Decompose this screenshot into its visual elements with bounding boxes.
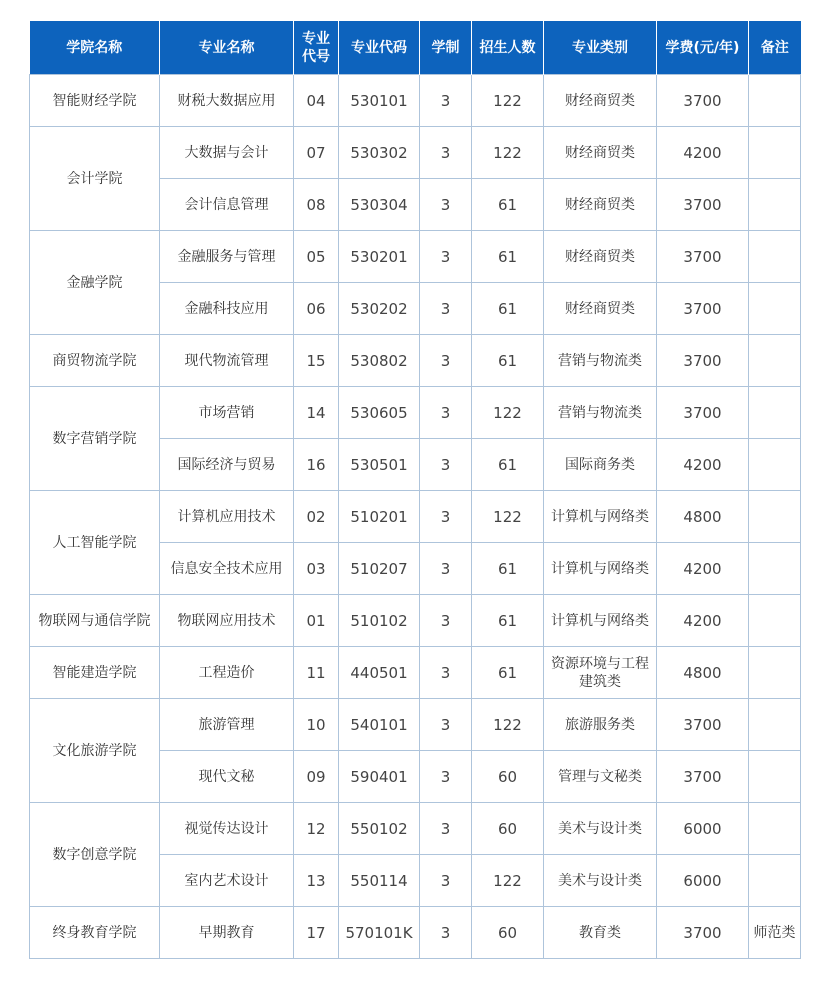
table-row xyxy=(30,491,801,543)
note-cell xyxy=(749,439,801,491)
table-header-row xyxy=(30,21,801,75)
category-cell: 计算机与网络类 xyxy=(544,543,657,595)
category-cell: 财经商贸类 xyxy=(544,231,657,283)
major-id-cell: 17 xyxy=(294,907,339,959)
enrollment-cell: 122 xyxy=(472,387,544,439)
years-cell: 3 xyxy=(420,803,472,855)
tuition-cell: 3700 xyxy=(657,231,749,283)
college-name-cell: 智能财经学院 xyxy=(30,75,160,127)
college-name-cell: 智能建造学院 xyxy=(30,647,160,699)
header-enrollment: 招生人数 xyxy=(472,21,544,75)
table-row xyxy=(30,387,801,439)
years-cell: 3 xyxy=(420,647,472,699)
enrollment-cell: 61 xyxy=(472,335,544,387)
years-cell: 3 xyxy=(420,231,472,283)
tuition-cell: 3700 xyxy=(657,387,749,439)
major-code-cell: 530302 xyxy=(339,127,420,179)
table-row xyxy=(30,75,801,127)
major-id-cell: 03 xyxy=(294,543,339,595)
category-cell: 资源环境与工程 建筑类 xyxy=(544,647,657,699)
tuition-cell: 4200 xyxy=(657,439,749,491)
major-code-cell: 530501 xyxy=(339,439,420,491)
table-row xyxy=(30,699,801,751)
major-code-cell: 550114 xyxy=(339,855,420,907)
note-cell xyxy=(749,335,801,387)
years-cell: 3 xyxy=(420,855,472,907)
note-cell xyxy=(749,595,801,647)
major-id-cell: 08 xyxy=(294,179,339,231)
note-cell xyxy=(749,803,801,855)
major-code-cell: 510201 xyxy=(339,491,420,543)
header-category: 专业类别 xyxy=(544,21,657,75)
header-college: 学院名称 xyxy=(30,21,160,75)
major-name-cell: 室内艺术设计 xyxy=(160,855,294,907)
major-name-cell: 市场营销 xyxy=(160,387,294,439)
years-cell: 3 xyxy=(420,75,472,127)
major-id-cell: 14 xyxy=(294,387,339,439)
major-id-cell: 06 xyxy=(294,283,339,335)
category-cell: 财经商贸类 xyxy=(544,75,657,127)
enrollment-table xyxy=(29,21,801,959)
tuition-cell: 4800 xyxy=(657,491,749,543)
tuition-cell: 4200 xyxy=(657,595,749,647)
note-cell xyxy=(749,543,801,595)
college-name-cell: 数字营销学院 xyxy=(30,387,160,491)
table-row xyxy=(30,127,801,179)
table-row xyxy=(30,595,801,647)
major-id-cell: 12 xyxy=(294,803,339,855)
enrollment-cell: 122 xyxy=(472,75,544,127)
enrollment-cell: 61 xyxy=(472,179,544,231)
tuition-cell: 4200 xyxy=(657,543,749,595)
major-name-cell: 早期教育 xyxy=(160,907,294,959)
note-cell xyxy=(749,699,801,751)
major-name-cell: 旅游管理 xyxy=(160,699,294,751)
enrollment-cell: 61 xyxy=(472,647,544,699)
college-name-cell: 金融学院 xyxy=(30,231,160,335)
college-name-cell: 会计学院 xyxy=(30,127,160,231)
tuition-cell: 3700 xyxy=(657,75,749,127)
major-id-cell: 16 xyxy=(294,439,339,491)
major-name-cell: 大数据与会计 xyxy=(160,127,294,179)
years-cell: 3 xyxy=(420,543,472,595)
major-name-cell: 金融科技应用 xyxy=(160,283,294,335)
major-name-cell: 现代文秘 xyxy=(160,751,294,803)
table-body xyxy=(30,75,801,959)
college-name-cell: 物联网与通信学院 xyxy=(30,595,160,647)
major-code-cell: 530101 xyxy=(339,75,420,127)
note-cell xyxy=(749,491,801,543)
enrollment-cell: 61 xyxy=(472,543,544,595)
enrollment-cell: 122 xyxy=(472,699,544,751)
enrollment-cell: 60 xyxy=(472,907,544,959)
years-cell: 3 xyxy=(420,283,472,335)
tuition-cell: 4800 xyxy=(657,647,749,699)
college-name-cell: 数字创意学院 xyxy=(30,803,160,907)
major-code-cell: 530605 xyxy=(339,387,420,439)
tuition-cell: 3700 xyxy=(657,283,749,335)
years-cell: 3 xyxy=(420,387,472,439)
years-cell: 3 xyxy=(420,127,472,179)
note-cell xyxy=(749,855,801,907)
college-name-cell: 商贸物流学院 xyxy=(30,335,160,387)
table-row xyxy=(30,231,801,283)
note-cell: 师范类 xyxy=(749,907,801,959)
header-years: 学制 xyxy=(420,21,472,75)
note-cell xyxy=(749,751,801,803)
major-name-cell: 会计信息管理 xyxy=(160,179,294,231)
category-cell: 旅游服务类 xyxy=(544,699,657,751)
years-cell: 3 xyxy=(420,699,472,751)
years-cell: 3 xyxy=(420,595,472,647)
note-cell xyxy=(749,127,801,179)
college-name-cell: 人工智能学院 xyxy=(30,491,160,595)
enrollment-cell: 60 xyxy=(472,803,544,855)
major-code-cell: 570101K xyxy=(339,907,420,959)
major-code-cell: 530304 xyxy=(339,179,420,231)
enrollment-cell: 61 xyxy=(472,595,544,647)
years-cell: 3 xyxy=(420,179,472,231)
major-id-cell: 07 xyxy=(294,127,339,179)
header-major-name: 专业名称 xyxy=(160,21,294,75)
major-id-cell: 15 xyxy=(294,335,339,387)
major-id-cell: 02 xyxy=(294,491,339,543)
years-cell: 3 xyxy=(420,491,472,543)
note-cell xyxy=(749,75,801,127)
college-name-cell: 文化旅游学院 xyxy=(30,699,160,803)
table-row xyxy=(30,647,801,699)
tuition-cell: 3700 xyxy=(657,335,749,387)
category-cell: 财经商贸类 xyxy=(544,179,657,231)
years-cell: 3 xyxy=(420,439,472,491)
enrollment-cell: 122 xyxy=(472,855,544,907)
years-cell: 3 xyxy=(420,907,472,959)
major-name-cell: 现代物流管理 xyxy=(160,335,294,387)
major-code-cell: 530202 xyxy=(339,283,420,335)
enrollment-cell: 61 xyxy=(472,283,544,335)
note-cell xyxy=(749,231,801,283)
table-row xyxy=(30,335,801,387)
category-cell: 计算机与网络类 xyxy=(544,595,657,647)
college-name-cell: 终身教育学院 xyxy=(30,907,160,959)
note-cell xyxy=(749,387,801,439)
enrollment-cell: 122 xyxy=(472,127,544,179)
major-name-cell: 国际经济与贸易 xyxy=(160,439,294,491)
major-id-cell: 09 xyxy=(294,751,339,803)
major-code-cell: 510102 xyxy=(339,595,420,647)
major-id-cell: 05 xyxy=(294,231,339,283)
table-row xyxy=(30,907,801,959)
major-name-cell: 信息安全技术应用 xyxy=(160,543,294,595)
enrollment-cell: 61 xyxy=(472,439,544,491)
category-cell: 计算机与网络类 xyxy=(544,491,657,543)
major-code-cell: 440501 xyxy=(339,647,420,699)
note-cell xyxy=(749,647,801,699)
category-cell: 教育类 xyxy=(544,907,657,959)
tuition-cell: 6000 xyxy=(657,855,749,907)
major-name-cell: 物联网应用技术 xyxy=(160,595,294,647)
major-id-cell: 13 xyxy=(294,855,339,907)
tuition-cell: 4200 xyxy=(657,127,749,179)
major-code-cell: 540101 xyxy=(339,699,420,751)
major-id-cell: 11 xyxy=(294,647,339,699)
category-cell: 管理与文秘类 xyxy=(544,751,657,803)
header-note: 备注 xyxy=(749,21,801,75)
tuition-cell: 6000 xyxy=(657,803,749,855)
category-cell: 营销与物流类 xyxy=(544,387,657,439)
table-row xyxy=(30,803,801,855)
tuition-cell: 3700 xyxy=(657,751,749,803)
tuition-cell: 3700 xyxy=(657,907,749,959)
header-major-id: 专业 代号 xyxy=(294,21,339,75)
major-code-cell: 590401 xyxy=(339,751,420,803)
years-cell: 3 xyxy=(420,751,472,803)
major-code-cell: 550102 xyxy=(339,803,420,855)
major-code-cell: 530201 xyxy=(339,231,420,283)
major-name-cell: 视觉传达设计 xyxy=(160,803,294,855)
note-cell xyxy=(749,179,801,231)
category-cell: 营销与物流类 xyxy=(544,335,657,387)
enrollment-cell: 122 xyxy=(472,491,544,543)
category-cell: 美术与设计类 xyxy=(544,855,657,907)
enrollment-cell: 61 xyxy=(472,231,544,283)
enrollment-cell: 60 xyxy=(472,751,544,803)
major-id-cell: 04 xyxy=(294,75,339,127)
category-cell: 财经商贸类 xyxy=(544,283,657,335)
major-id-cell: 01 xyxy=(294,595,339,647)
tuition-cell: 3700 xyxy=(657,179,749,231)
major-name-cell: 计算机应用技术 xyxy=(160,491,294,543)
major-code-cell: 530802 xyxy=(339,335,420,387)
header-tuition: 学费(元/年) xyxy=(657,21,749,75)
note-cell xyxy=(749,283,801,335)
category-cell: 美术与设计类 xyxy=(544,803,657,855)
major-code-cell: 510207 xyxy=(339,543,420,595)
category-cell: 国际商务类 xyxy=(544,439,657,491)
major-name-cell: 工程造价 xyxy=(160,647,294,699)
major-name-cell: 财税大数据应用 xyxy=(160,75,294,127)
tuition-cell: 3700 xyxy=(657,699,749,751)
category-cell: 财经商贸类 xyxy=(544,127,657,179)
years-cell: 3 xyxy=(420,335,472,387)
header-major-code: 专业代码 xyxy=(339,21,420,75)
major-name-cell: 金融服务与管理 xyxy=(160,231,294,283)
major-id-cell: 10 xyxy=(294,699,339,751)
